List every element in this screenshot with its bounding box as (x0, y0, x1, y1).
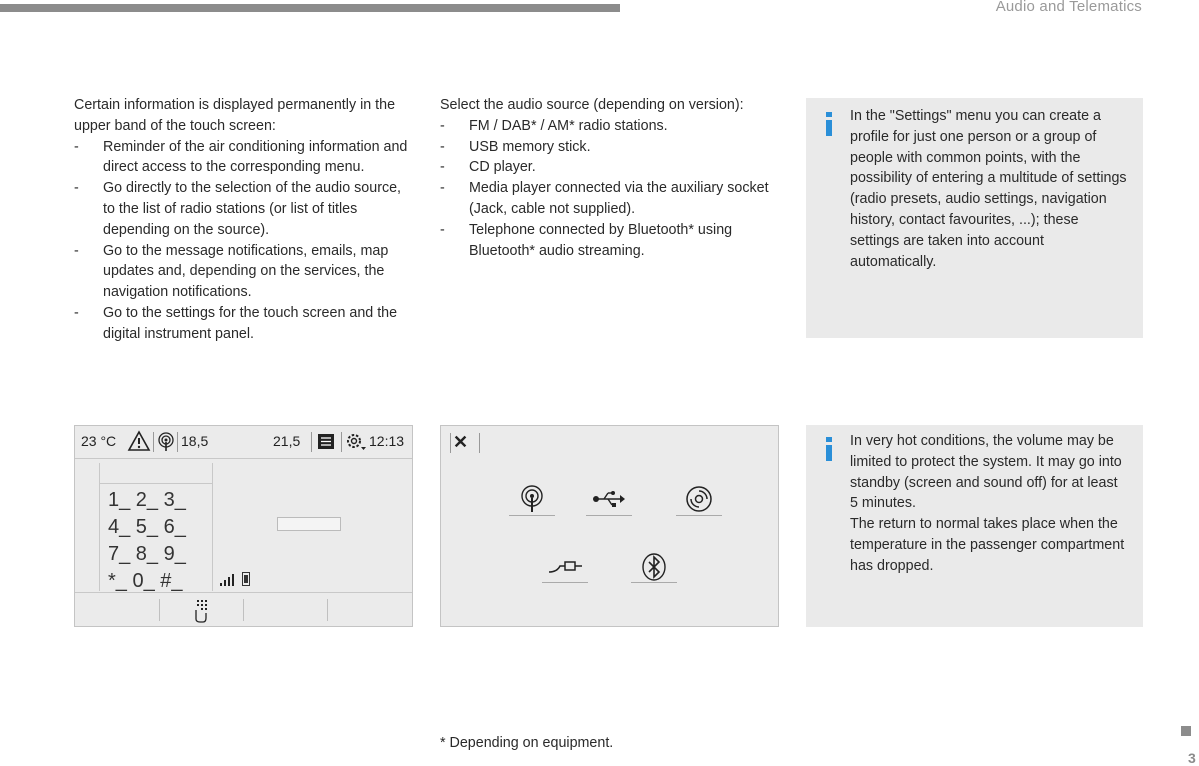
info-text (850, 106, 1129, 272)
column-upper-band (74, 95, 410, 345)
list-item-text: Go directly to the selection of the audio source, to the list of radio stations (or list of titles depending on the source). (103, 180, 402, 238)
column2-list (440, 116, 770, 262)
dash: - (440, 138, 445, 155)
list-item-text: CD player. (469, 159, 536, 176)
number-input[interactable] (277, 517, 341, 531)
clock: 12:13 (369, 433, 405, 449)
info-paragraph: In very hot conditions, the volume may be limited to protect the system. It may go into standby (screen and sound off) for at least 5 minutes. (850, 433, 1122, 512)
list-item-text: FM / DAB* / AM* radio stations. (469, 117, 668, 134)
source-aux-button[interactable] (542, 548, 588, 583)
source-usb-button[interactable] (586, 481, 632, 516)
info-paragraph: The return to normal takes place when the temperature in the passenger compartment has dropped. (850, 516, 1125, 574)
source-bluetooth-button[interactable] (631, 548, 677, 583)
info-box-settings (806, 98, 1143, 338)
list-item (74, 178, 410, 240)
keypad-row[interactable]: *_ 0_ #_ (108, 570, 183, 592)
bluetooth-icon (641, 552, 667, 582)
list-item (440, 220, 770, 262)
usb-icon (592, 489, 626, 509)
info-text (850, 431, 1129, 577)
top-bar (0, 4, 620, 12)
column2-intro: Select the audio source (depending on version): (440, 97, 744, 113)
temperature-readout[interactable]: 23 °C (81, 433, 117, 449)
warning-icon[interactable] (127, 430, 151, 455)
list-item-text: USB memory stick. (469, 138, 591, 155)
list-item-text: Go to the settings for the touch screen and the digital instrument panel. (103, 304, 398, 342)
settings-gear-icon[interactable] (345, 432, 367, 455)
column-audio-source (440, 95, 770, 261)
page-marker (1181, 726, 1191, 736)
keypad-row[interactable]: 4_ 5_ 6_ (108, 516, 186, 538)
list-item-text: Go to the message notifications, emails, map updates and, depending on the services, the navigation notifications. (103, 242, 389, 301)
radio-icon (519, 485, 545, 513)
dash: - (440, 180, 445, 197)
status-bar (75, 426, 412, 459)
list-item (74, 303, 410, 345)
keypad-row[interactable]: 1_ 2_ 3_ (108, 489, 186, 511)
keypad (99, 463, 213, 591)
list-item (440, 178, 770, 220)
dash: - (74, 180, 79, 197)
source-radio-button[interactable] (509, 481, 555, 516)
bottom-bar (75, 592, 412, 627)
source-cd-button[interactable] (676, 481, 722, 516)
jack-cable-icon (547, 556, 583, 576)
dash: - (440, 117, 445, 134)
radio-source-icon[interactable] (157, 432, 175, 455)
list-item (440, 116, 770, 137)
list-item-text: Telephone connected by Bluetooth* using Bluetooth* audio streaming. (469, 221, 733, 259)
dash: - (74, 304, 79, 321)
info-paragraph: In the "Settings" menu you can create a profile for just one person or a group of people with common points, with the possibility of entering a multitude of settings (radio presets, audio settings, navigation history, contact favourites, ...); these settings are taken into account automatically. (850, 108, 1127, 270)
list-item (440, 137, 770, 158)
list-item (440, 157, 770, 178)
dial-keypad-icon[interactable] (192, 599, 210, 628)
keypad-row[interactable]: 7_ 8_ 9_ (108, 543, 186, 565)
list-item (74, 241, 410, 303)
frequency-right: 21,5 (273, 433, 301, 449)
close-icon[interactable]: ✕ (453, 432, 469, 452)
signal-strength-icon (219, 573, 235, 591)
list-item-text: Reminder of the air conditioning information and direct access to the corresponding menu. (103, 138, 408, 176)
section-title: Audio and Telematics (995, 0, 1142, 15)
list-item (74, 137, 410, 179)
list-item-text: Media player connected via the auxiliary socket (Jack, cable not supplied). (469, 180, 769, 217)
touchscreen-telephone (74, 425, 413, 627)
messages-icon[interactable] (317, 433, 335, 453)
page-number: 3 (1188, 750, 1196, 766)
battery-icon (242, 572, 250, 586)
touchscreen-audio-sources (440, 425, 779, 627)
column1-intro: Certain information is displayed permanently in the upper band of the touch screen: (74, 97, 396, 134)
cd-icon (685, 485, 713, 513)
dash: - (74, 242, 79, 259)
frequency-left: 18,5 (181, 433, 209, 449)
dash: - (440, 221, 445, 238)
footnote: * Depending on equipment. (440, 735, 614, 751)
column1-list (74, 137, 410, 345)
info-box-hot-conditions (806, 425, 1143, 627)
dash: - (74, 138, 79, 155)
dash: - (440, 159, 445, 176)
